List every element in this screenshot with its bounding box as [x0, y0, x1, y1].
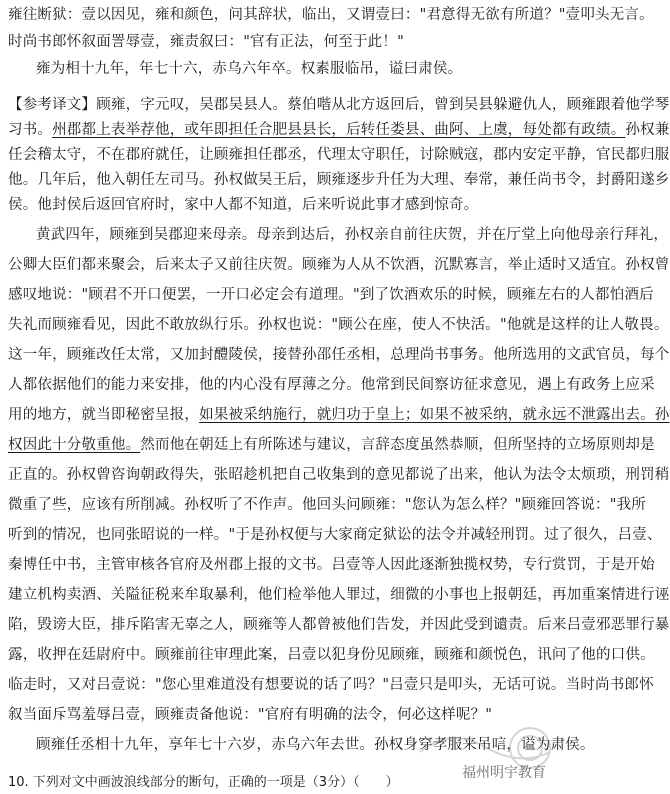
- text-line: 他。几年后，他入朝任左司马。孙权做吴王后，顾雍逐步升任为大理、奉常，兼任尚书令，封爵阳遂乡: [8, 172, 670, 188]
- text-line-mixed: [8, 436, 655, 454]
- text-line: 失礼而顾雍看见，因此不敢放纵行乐。孙权也说："顾公在座，使人不快活。"他就是这样的让人敬畏。: [8, 317, 669, 333]
- text-line: 露，收押在廷尉府中。顾雍前往审理此案，吕壹以犯身份见顾雍，顾雍和颜悦色，讯问了他的口供。: [8, 647, 655, 663]
- underlined-text: 权因此十分敬重他。: [8, 437, 141, 453]
- text-line: 正直的。孙权曾咨询朝政得失，张昭趁机把自己收集到的意见都说了出来，他认为法令太烦琐，刑罚稍: [8, 467, 670, 483]
- text-line: 陷，毁谤大臣，排斥陷害无辜之人，顾雍等人都曾被他们告发，并因此受到谴责。后来吕壹邪恶罪行暴: [8, 617, 670, 633]
- text-line-mixed: [8, 121, 670, 139]
- text-span: 然而他在朝廷上有所陈述与建议，言辞态度虽然恭顺，但所坚持的立场原则却是: [140, 437, 655, 453]
- text-line: 感叹地说："顾君不开口便罢，一开口必定会有道理。"到了饮酒欢乐的时候，顾雍左右的人都怕酒后: [8, 287, 654, 303]
- text-span: 孙权兼: [625, 122, 670, 138]
- underlined-text: 州郡都上表举荐他，或年即担任合肥县县长，后转任娄县、曲阿、上虞，每处都有政绩。: [52, 122, 626, 138]
- text-line: 时尚书郎怀叙面詈辱壹，雍责叙曰："官有正法，何至于此！": [8, 34, 404, 50]
- text-line: 雍往断狱：壹以因见，雍和颜色，问其辞状，临出，又谓壹曰："君意得无欲有所道？"壹叩头无言。: [8, 7, 654, 23]
- text-line: 临走时，又对吕壹说："您心里难道没有想要说的话了吗？"吕壹只是叩头，无话可说。当时尚书郎怀: [8, 677, 654, 693]
- text-line: 微重了些，应该有所削减。孙权听了不作声。他回头问顾雍："您认为怎么样？"顾雍回答说："我所: [8, 497, 647, 513]
- text-line: 黄武四年，顾雍到吴郡迎来母亲。母亲到达后，孙权亲自前往庆贺，并在厅堂上向他母亲行拜礼，: [36, 227, 669, 243]
- text-line: 顾雍任丞相十九年，享年七十六岁，赤乌六年去世。孙权身穿孝服来吊唁，谥为肃侯。: [36, 737, 595, 753]
- watermark-text: 福州明宇教育: [462, 765, 546, 781]
- text-span: 习书。: [8, 122, 53, 138]
- underlined-text: 如果被采纳施行，就归功于皇上；如果不被采纳，就永远不泄露出去。孙: [199, 407, 670, 423]
- text-line: 雍为相十九年，年七十六，赤乌六年卒。权素服临吊，谥曰肃侯。: [36, 61, 463, 77]
- question-10: 10. 下列对文中画波浪线部分的断句，正确的一项是（3分）（ ）: [8, 775, 399, 790]
- text-line: 侯。他封侯后返回官府时，家中人都不知道，后来听说此事才感到惊奇。: [8, 197, 479, 213]
- text-line: 这一年，顾雍改任太常，又加封醴陵侯，接替孙邵任丞相，总理尚书事务。他所选用的文武官员，每个: [8, 347, 670, 363]
- text-line: 公卿大臣们都来聚会，后来太子又前往庆贺。顾雍为人从不饮酒，沉默寡言，举止适时又适宜。孙权曾: [8, 257, 670, 273]
- text-line-mixed: [8, 406, 670, 424]
- text-line: 人都依据他们的能力来安排，他的内心没有厚薄之分。他常到民间察访征求意见，遇上有政务上应采: [8, 377, 655, 393]
- text-line: 秦博任中书，主管审核各官府及州郡上报的文书。吕壹等人因此逐渐独揽权势，专行赏罚，于是开始: [8, 557, 655, 573]
- text-span: 用的地方，就当即秘密呈报，: [8, 407, 200, 423]
- text-line: 【参考译文】顾雍，字元叹，吴郡吴县人。蔡伯喈从北方返回后，曾到吴县躲避仇人，顾雍跟着他学琴: [8, 97, 670, 113]
- text-line: 叙当面斥骂羞辱吕壹，顾雍责备他说："官府有明确的法令，何必这样呢？": [8, 707, 493, 723]
- text-line: 任会稽太守，不在郡府就任，让顾雍担任郡丞，代理太守职任，讨除贼寇，郡内安定平静，官民都归服: [8, 147, 670, 163]
- text-line: 听到的情况，也同张昭说的一样。"于是孙权便与大家商定狱讼的法令并减轻刑罚。过了很久，吕壹、: [8, 527, 662, 543]
- text-line: 建立机构卖酒、关隘征税来牟取暴利，他们检举他人罪过，细微的小事也上报朝廷，再加重案情进行诬: [8, 587, 670, 603]
